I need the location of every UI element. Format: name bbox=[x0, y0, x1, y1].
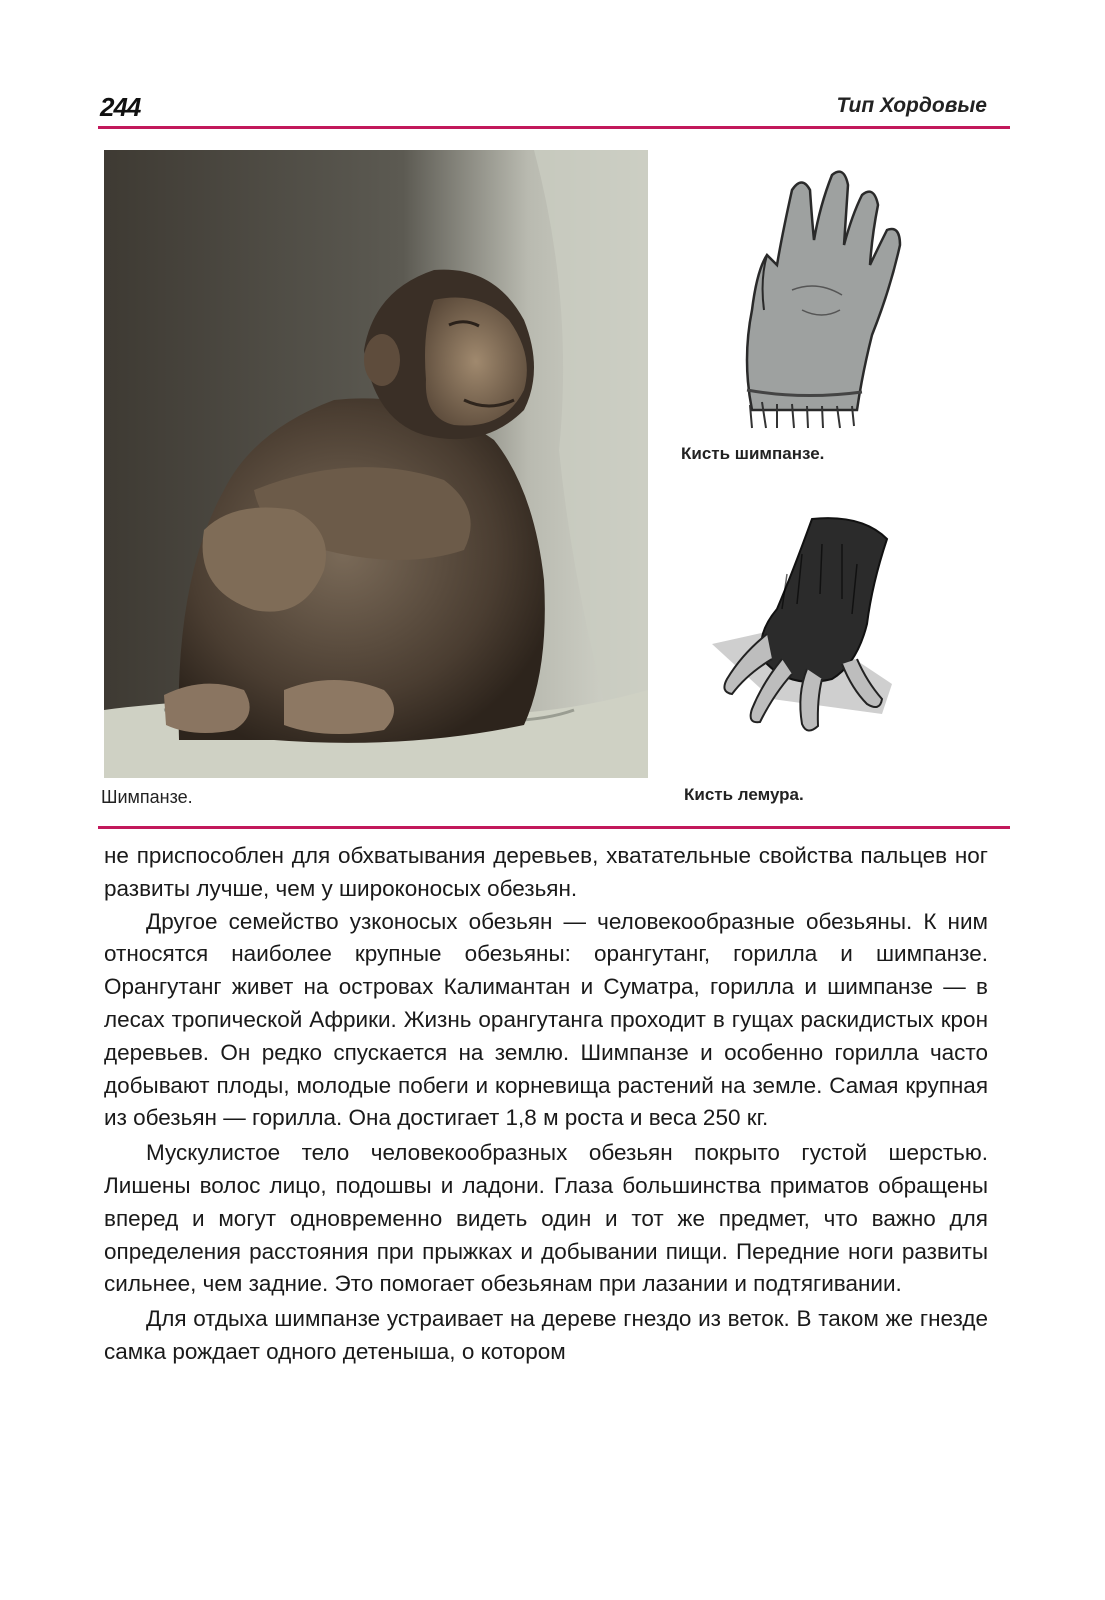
body-text bbox=[104, 840, 988, 1369]
running-head: Тип Хордовые bbox=[836, 94, 987, 117]
chimpanzee-hand-drawing bbox=[722, 160, 922, 430]
header-rule bbox=[98, 126, 1010, 129]
paragraph: Другое семейство узконосых обезьян — человекообразные обезьяны. К ним относятся наиболее крупные обезьяны: орангутанг, горилла и шимпанзе. Орангутанг живет на островах Калимантан и Суматра, горилла и шимпанзе — в лесах тропической Африки. Жизнь орангутанга проходит в гущах раскидистых крон деревьев. Он редко спускается на землю. Шимпанзе и особенно горилла часто добывают плоды, молодые побеги и корневища растений на земле. Самая крупная из обезьян — горилла. Она достигает 1,8 м роста и веса 250 кг. bbox=[104, 908, 988, 1131]
figure-rule bbox=[98, 826, 1010, 829]
paragraph: Для отдыха шимпанзе устраивает на дереве гнездо из веток. В таком же гнезде самка рождает одного детеныша, о котором bbox=[104, 1306, 988, 1364]
paragraph: не приспособлен для обхватывания деревьев, хватательные свойства пальцев ног развиты лучше, чем у широконосых обезьян. bbox=[104, 843, 988, 901]
lemur-hand-drawing bbox=[692, 514, 932, 744]
page-number: 244 bbox=[100, 92, 141, 122]
paragraph: Мускулистое тело человекообразных обезьян покрыто густой шерстью. Лишены волос лицо, подошвы и ладони. Глаза большинства приматов обращены вперед и могут одновременно видеть один и тот же предмет, что важно для определения расстояния при прыжках и добывании пищи. Передние ноги развиты сильнее, чем задние. Это помогает обезьянам при лазании и подтягивании. bbox=[104, 1140, 988, 1297]
chimpanzee-hand-caption: Кисть шимпанзе. bbox=[681, 444, 825, 463]
chimpanzee-photo bbox=[104, 150, 648, 778]
lemur-hand-caption: Кисть лемура. bbox=[684, 785, 804, 804]
chimpanzee-photo-caption: Шимпанзе. bbox=[101, 787, 193, 807]
